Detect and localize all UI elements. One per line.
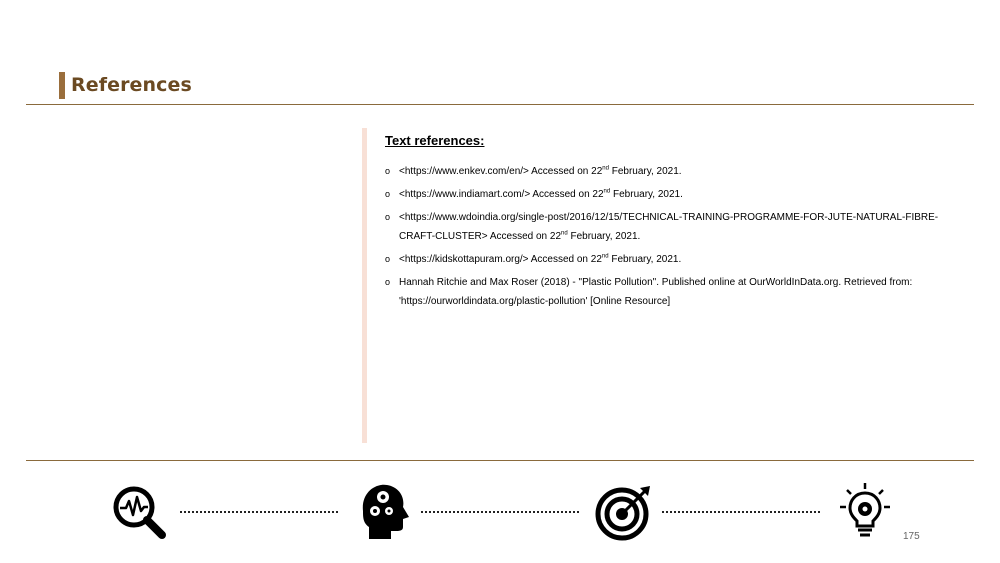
bottom-divider: [26, 460, 974, 461]
page-title: References: [71, 74, 192, 96]
reference-item: o <https://www.indiamart.com/> Accessed on 22nd February, 2021.: [385, 185, 945, 204]
top-divider: [26, 104, 974, 105]
dotted-connector: [662, 511, 820, 513]
lightbulb-gear-icon: [835, 481, 895, 541]
target-arrow-icon: [594, 484, 654, 544]
references-list: [385, 162, 945, 311]
magnifier-pulse-icon: [110, 483, 170, 543]
content-accent-bar: [362, 128, 367, 443]
reference-item: o <https://kidskottapuram.org/> Accessed on 22nd February, 2021.: [385, 250, 945, 269]
page-number: 175: [903, 531, 920, 542]
references-heading: Text references:: [385, 133, 485, 148]
reference-item: o Hannah Ritchie and Max Roser (2018) - "Plastic Pollution". Published online at OurWorldInData.org. Retrieved from: 'https://ourworldindata.org/plastic-pollution' [Online Resource]: [385, 273, 945, 311]
head-gears-icon: [355, 481, 415, 541]
references-panel: [385, 131, 945, 315]
dotted-connector: [180, 511, 338, 513]
dotted-connector: [421, 511, 579, 513]
reference-item: o <https://www.wdoindia.org/single-post/2016/12/15/TECHNICAL-TRAINING-PROGRAMME-FOR-JUTE-NATURAL-FIBRE-CRAFT-CLUSTER> Accessed on 22nd February, 2021.: [385, 208, 945, 246]
title-accent-bar: [59, 72, 65, 99]
reference-item: o <https://www.enkev.com/en/> Accessed on 22nd February, 2021.: [385, 162, 945, 181]
